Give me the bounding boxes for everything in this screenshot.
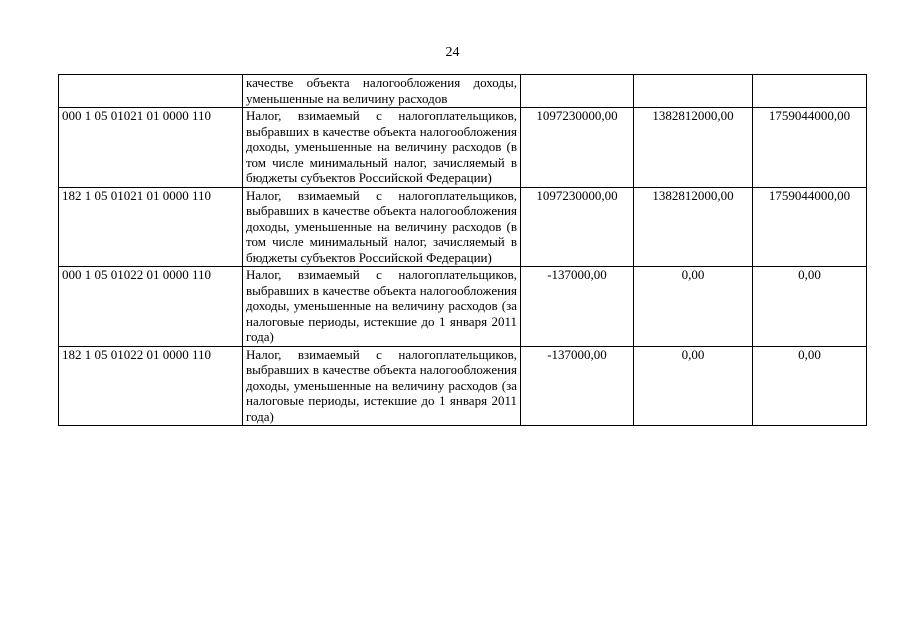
revenue-name-cell: Налог, взимаемый с налогоплательщиков, выбравших в качестве объекта налогообложения доходы, уменьшенные на величину расходов (в том числе минимальный налог, зачисляемый в бюджеты субъектов Российской Федерации) [243, 108, 521, 188]
amount-cell-col1: -137000,00 [521, 267, 634, 347]
amount-cell-col1: 1097230000,00 [521, 108, 634, 188]
classification-code-cell: 182 1 05 01022 01 0000 110 [59, 346, 243, 426]
classification-code-cell: 182 1 05 01021 01 0000 110 [59, 187, 243, 267]
amount-cell-col2: 0,00 [634, 267, 753, 347]
budget-revenue-table [58, 74, 867, 426]
revenue-name-cell: Налог, взимаемый с налогоплательщиков, выбравших в качестве объекта налогообложения доходы, уменьшенные на величину расходов (за налоговые периоды, истекшие до 1 января 2011 года) [243, 267, 521, 347]
amount-cell-col3: 1759044000,00 [753, 187, 867, 267]
classification-code-cell: 000 1 05 01022 01 0000 110 [59, 267, 243, 347]
table-row [59, 267, 867, 347]
page-number: 24 [445, 45, 460, 60]
table-row [59, 187, 867, 267]
amount-cell-col1: -137000,00 [521, 346, 634, 426]
amount-cell-col2 [634, 75, 753, 108]
classification-code-cell [59, 75, 243, 108]
revenue-name-cell: качестве объекта налогообложения доходы, уменьшенные на величину расходов [243, 75, 521, 108]
amount-cell-col1 [521, 75, 634, 108]
table-row [59, 108, 867, 188]
amount-cell-col3: 1759044000,00 [753, 108, 867, 188]
amount-cell-col1: 1097230000,00 [521, 187, 634, 267]
table-row [59, 75, 867, 108]
amount-cell-col2: 1382812000,00 [634, 108, 753, 188]
classification-code-cell: 000 1 05 01021 01 0000 110 [59, 108, 243, 188]
amount-cell-col2: 0,00 [634, 346, 753, 426]
revenue-name-cell: Налог, взимаемый с налогоплательщиков, выбравших в качестве объекта налогообложения доходы, уменьшенные на величину расходов (за налоговые периоды, истекшие до 1 января 2011 года) [243, 346, 521, 426]
amount-cell-col2: 1382812000,00 [634, 187, 753, 267]
amount-cell-col3: 0,00 [753, 346, 867, 426]
table-row [59, 346, 867, 426]
revenue-name-cell: Налог, взимаемый с налогоплательщиков, выбравших в качестве объекта налогообложения доходы, уменьшенные на величину расходов (в том числе минимальный налог, зачисляемый в бюджеты субъектов Российской Федерации) [243, 187, 521, 267]
amount-cell-col3: 0,00 [753, 267, 867, 347]
amount-cell-col3 [753, 75, 867, 108]
